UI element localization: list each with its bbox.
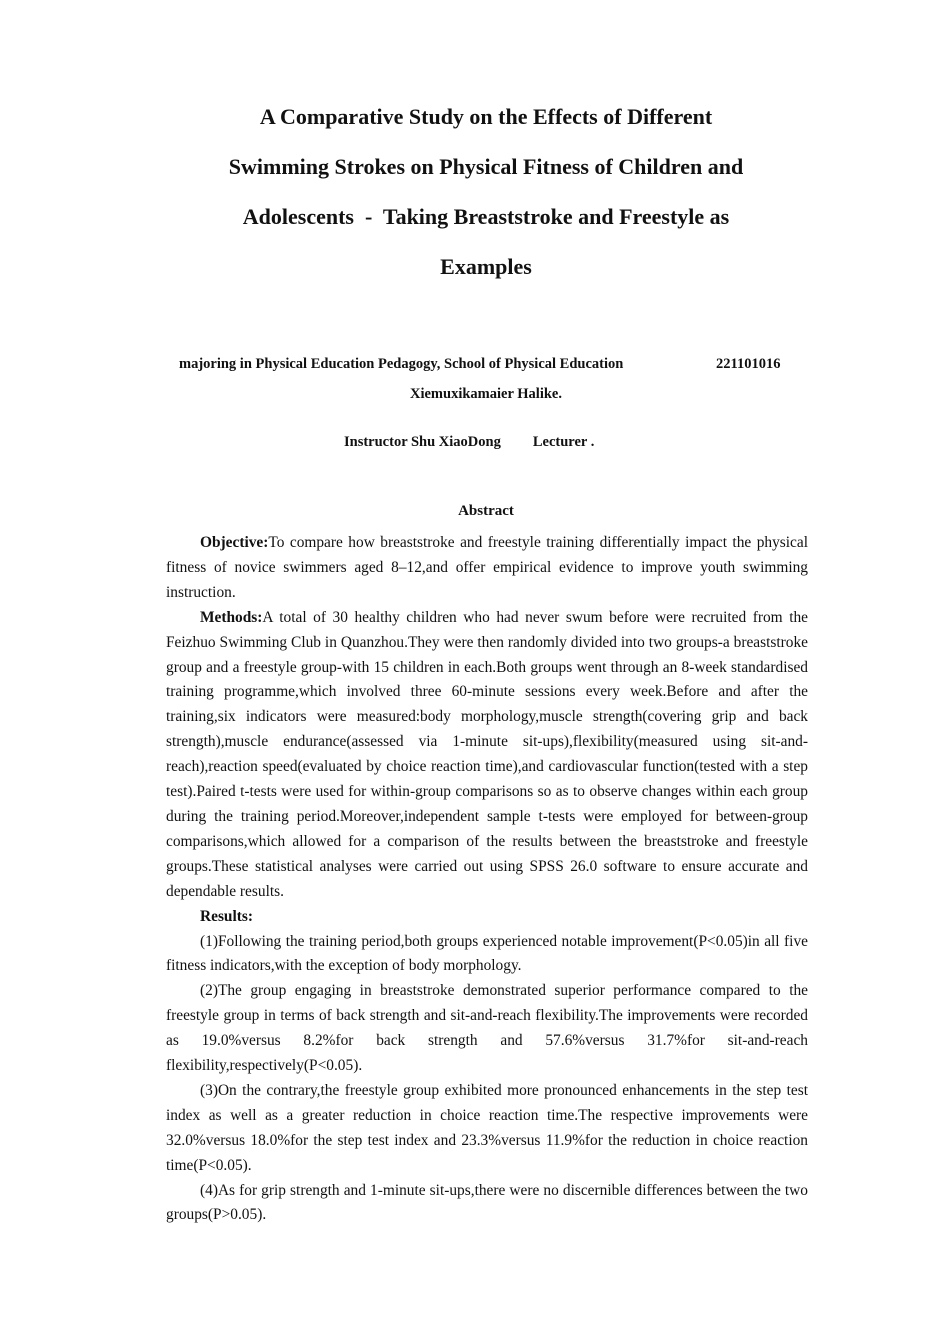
result-item: (2)The group engaging in breaststroke demonstrated superior performance compared to the freestyle group in terms of back strength and sit-and-reach flexibility.The improvements were recorded as 19.0%versus 8.2%for back strength and 57.6%versus 31.7%for sit-and-reach flexibility,respectively(P<0.05). — [166, 982, 808, 1075]
author-name: Xiemuxikamaier Halike. — [410, 386, 562, 402]
title-line: Swimming Strokes on Physical Fitness of Children and — [228, 154, 744, 179]
objective-paragraph — [166, 531, 808, 606]
title-line: A Comparative Study on the Effects of Different — [259, 104, 713, 129]
results-paragraph — [166, 905, 808, 930]
affiliation-line — [179, 356, 799, 373]
methods-text: A total of 30 healthy children who had never swum before were recruited from the Feizhuo Swimming Club in Quanzhou.They were then randomly divided into two groups-a breaststroke group and a freestyle group-with 15 children in each.Both groups went through an 8-week standardised training programme,which involved three 60-minute sessions every week.Before and after the training,six indicators were measured:body morphology,muscle strength(covering grip and back strength),muscle endurance(assessed via 1-minute sit-ups),flexibility(measured using sit-and-reach),reaction speed(evaluated by choice reaction time),and cardiovascular function(tested with a step test).Paired t-tests were used for within-group comparisons so as to observe changes within each group during the training period.Moreover,independent sample t-tests were employed for between-group comparisons,which allowed for a comparison of the results between the breaststroke and freestyle groups.These statistical analyses were carried out using SPSS 26.0 software to ensure accurate and dependable results. — [166, 608, 808, 900]
objective-text: To compare how breaststroke and freestyle training differentially impact the physical fitness of novice swimmers aged 8–12,and offer empirical evidence to improve youth swimming instruction. — [166, 534, 808, 601]
result-item: (3)On the contrary,the freestyle group exhibited more pronounced enhancements in the step test index as well as a greater reduction in choice reaction time.The respective improvements were 32.0%versus 18.0%for the step test index and 23.3%versus 11.9%for the reduction in choice reaction time(P<0.05). — [166, 1081, 808, 1174]
student-id: 221101016 — [716, 356, 781, 372]
methods-label: Methods: — [200, 608, 263, 626]
abstract-body — [166, 531, 808, 1228]
title-line: Examples — [440, 254, 532, 279]
result-item: (4)As for grip strength and 1-minute sit-ups,there were no discernible differences between the two groups(P>0.05). — [166, 1181, 808, 1224]
methods-paragraph — [166, 606, 808, 905]
result-item: (1)Following the training period,both groups experienced notable improvement(P<0.05)in all five fitness indicators,with the exception of body morphology. — [166, 932, 808, 975]
objective-label: Objective: — [200, 534, 269, 551]
paper-title — [180, 92, 792, 292]
instructor-line — [344, 434, 594, 451]
abstract-heading: Abstract — [458, 503, 514, 519]
title-line: Adolescents - Taking Breaststroke and Freestyle as — [242, 204, 730, 229]
instructor-name: Instructor Shu XiaoDong — [344, 434, 501, 450]
results-label: Results: — [200, 907, 254, 925]
instructor-rank: Lecturer . — [532, 434, 595, 450]
affiliation: majoring in Physical Education Pedagogy, School of Physical Education — [179, 356, 624, 372]
